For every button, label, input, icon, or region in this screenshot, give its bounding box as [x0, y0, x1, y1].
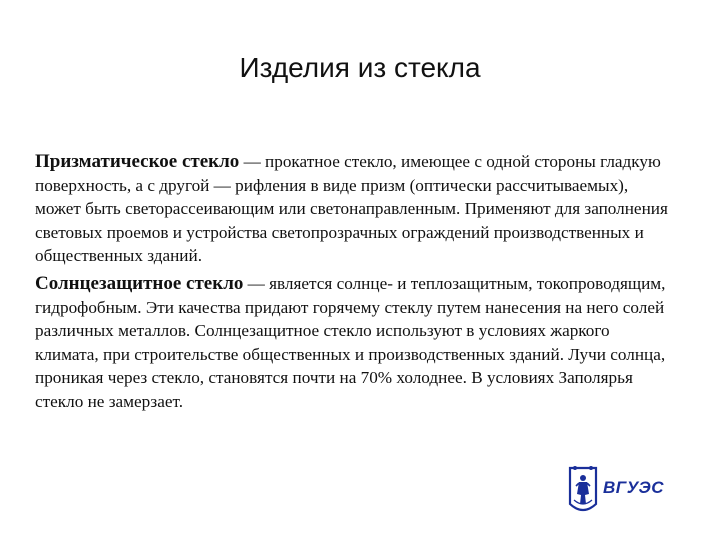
- definition-prismatic-glass: — прокатное стекло, имеющее с одной стороны гладкую поверхность, а с другой — рифления в виде призм (оптически рассчитываемых), может быть светорассеивающим или светонаправленным. Применяют для заполнения световых проемов и устройства светопрозрачных ограждений производственных и общественных зданий.: [35, 152, 668, 266]
- term-sun-protective-glass: Солнцезащитное стекло: [35, 272, 244, 294]
- paragraph-sun-protective-glass: [35, 272, 675, 414]
- paragraph-prismatic-glass: [35, 150, 675, 268]
- definition-sun-protective-glass: — является солнце- и теплозащитным, токопроводящим, гидрофобным. Эти качества придают горячему стеклу путем нанесения на него солей различных металлов. Солнцезащитное стекло используют в условиях жаркого климата, при строительстве общественных и производственных зданий. Лучи солнца, проникая через стекло, становятся почти на 70% холоднее. В условиях Заполярья стекло не замерзает.: [35, 273, 666, 411]
- logo-wordmark: ВГУЭС: [603, 478, 664, 497]
- slide-title: Изделия из стекла: [239, 52, 481, 83]
- term-prismatic-glass: Призматическое стекло: [35, 151, 240, 172]
- university-emblem-icon: [566, 464, 600, 518]
- university-logo: [566, 464, 676, 520]
- slide-content: [35, 150, 675, 418]
